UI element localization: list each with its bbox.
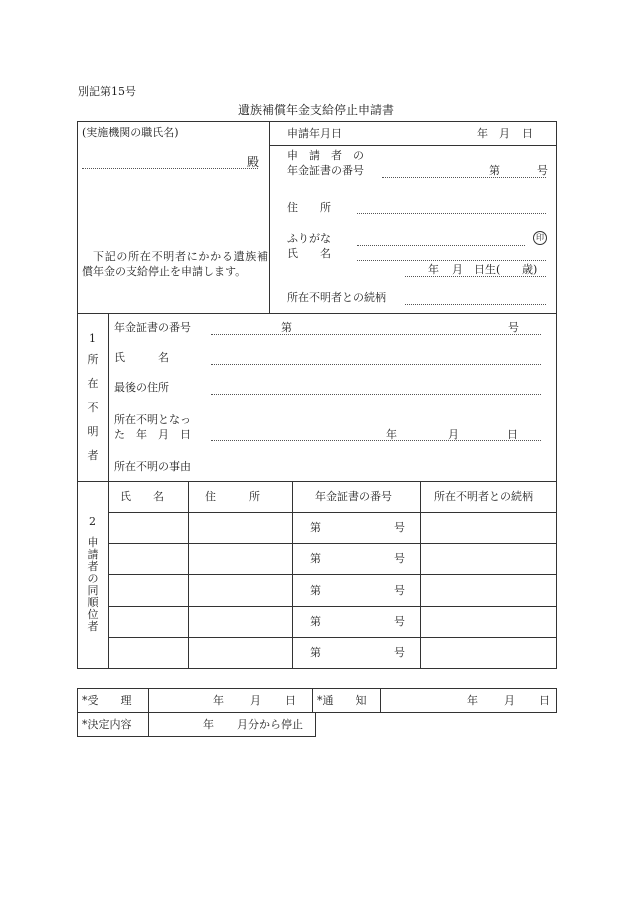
section2-row-divider-4 [108, 606, 557, 607]
applicant-cert-line[interactable] [382, 177, 546, 178]
section1-missing-day: 日 [507, 428, 518, 441]
header-divider [269, 121, 270, 314]
section2-col-divider-1 [188, 481, 189, 669]
furigana-label: ふりがな [287, 232, 331, 245]
section1-cert-dai: 第 [281, 321, 292, 334]
section1-block [77, 313, 557, 482]
applicant-address-line[interactable] [357, 213, 546, 214]
section1-reason-label: 所在不明の事由 [114, 460, 191, 473]
section2-row-go: 号 [394, 615, 405, 628]
decision-label: *決定内容 [82, 718, 132, 731]
section1-cert-go: 号 [508, 321, 519, 334]
section2-title-char: 申 [87, 536, 99, 549]
section2-row-go: 号 [394, 521, 405, 534]
applicant-cert-go: 号 [537, 164, 548, 177]
section1-missing-since-label-2: た 年 月 日 [114, 428, 191, 441]
section2-title-char: 順 [87, 596, 99, 609]
application-date-year: 年 [477, 127, 488, 140]
section1-divider [108, 313, 109, 482]
section2-col-address: 住 所 [205, 490, 260, 503]
applicant-label-2: 年金証書の番号 [287, 164, 364, 177]
section1-title [85, 354, 101, 461]
section2-title [85, 537, 101, 632]
section1-name-line[interactable] [211, 364, 541, 365]
section2-col-name: 氏 名 [120, 490, 164, 503]
received-month: 月 [250, 694, 261, 707]
received-label: *受 理 [82, 694, 132, 707]
section2-row-go: 号 [394, 646, 405, 659]
footer-divider-2 [312, 688, 313, 713]
section1-cert-label: 年金証書の番号 [114, 321, 191, 334]
authority-label: (実施機関の職氏名) [82, 126, 179, 139]
section1-name-label: 氏 名 [114, 351, 169, 364]
decision-stop-suffix: 月分から停止 [237, 718, 303, 731]
section2-col-relation: 所在不明者との続柄 [434, 490, 533, 503]
section1-cert-line[interactable] [211, 334, 541, 335]
received-day: 日 [285, 694, 296, 707]
furigana-line[interactable] [357, 245, 525, 246]
notice-month: 月 [504, 694, 515, 707]
form-title: 遺族補償年金支給停止申請書 [238, 103, 395, 117]
section1-title-char: 者 [87, 449, 99, 462]
section1-number: 1 [89, 332, 96, 345]
section2-row-dai: 第 [310, 552, 321, 565]
section1-title-char: 在 [87, 377, 99, 390]
notice-label: *通 知 [317, 694, 367, 707]
section1-last-address-line[interactable] [211, 394, 541, 395]
applicant-cert-dai: 第 [489, 164, 500, 177]
relation-label: 所在不明者との続柄 [287, 291, 386, 304]
honorific: 殿 [247, 155, 260, 169]
section2-table [77, 481, 557, 669]
section1-title-char: 不 [87, 401, 99, 414]
section1-missing-month: 月 [448, 428, 459, 441]
seal-icon: 印 [533, 231, 547, 245]
section2-row-dai: 第 [310, 646, 321, 659]
section2-number: 2 [89, 515, 96, 528]
section2-col-divider-2 [292, 481, 293, 669]
received-year: 年 [213, 694, 224, 707]
application-date-day: 日 [522, 127, 533, 140]
section2-title-char: 者 [87, 620, 99, 633]
header-date-divider [269, 145, 557, 146]
application-date-label: 申請年月日 [287, 127, 342, 140]
form-number: 別記第15号 [78, 85, 136, 98]
section1-missing-year: 年 [386, 428, 397, 441]
section2-row-divider-1 [108, 512, 557, 513]
footer-divider-1 [148, 688, 149, 713]
section1-title-char: 明 [87, 425, 99, 438]
section2-col-divider-0 [108, 481, 109, 669]
applicant-name-label: 氏 名 [287, 247, 331, 260]
section1-title-char: 所 [87, 353, 99, 366]
section2-row-go: 号 [394, 552, 405, 565]
section2-title-char: 同 [87, 584, 99, 597]
request-text: 下記の所在不明者にかかる遺族補償年金の支給停止を申請します。 [82, 250, 268, 278]
footer-divider-4 [148, 712, 149, 737]
applicant-address-label: 住 所 [287, 201, 331, 214]
application-date-month: 月 [499, 127, 510, 140]
section2-col-divider-3 [420, 481, 421, 669]
notice-year: 年 [467, 694, 478, 707]
birth-year: 年 [428, 263, 439, 276]
section2-row-dai: 第 [310, 615, 321, 628]
applicant-name-line[interactable] [357, 260, 546, 261]
birthdate-line[interactable] [405, 276, 546, 277]
section2-title-char: の [87, 572, 99, 585]
section1-last-address-label: 最後の住所 [114, 381, 169, 394]
section2-row-divider-2 [108, 543, 557, 544]
section2-title-char: 者 [87, 560, 99, 573]
decision-year: 年 [203, 718, 214, 731]
section1-missing-since-line[interactable] [211, 440, 541, 441]
notice-day: 日 [539, 694, 550, 707]
birth-month: 月 [452, 263, 463, 276]
relation-line[interactable] [405, 304, 546, 305]
section2-title-char: 請 [87, 548, 99, 561]
section2-row-divider-5 [108, 637, 557, 638]
birth-day-suffix: 日生( [474, 263, 501, 276]
section1-missing-since-label-1: 所在不明となっ [114, 413, 191, 426]
age-suffix: 歳) [522, 263, 538, 276]
section2-col-cert: 年金証書の番号 [315, 490, 392, 503]
section2-row-go: 号 [394, 584, 405, 597]
footer-divider-3 [380, 688, 381, 713]
section2-title-char: 位 [87, 608, 99, 621]
section2-row-divider-3 [108, 574, 557, 575]
applicant-label-1: 申 請 者 の [287, 149, 364, 162]
section2-row-dai: 第 [310, 584, 321, 597]
section2-row-dai: 第 [310, 521, 321, 534]
authority-name-line[interactable] [82, 168, 258, 169]
